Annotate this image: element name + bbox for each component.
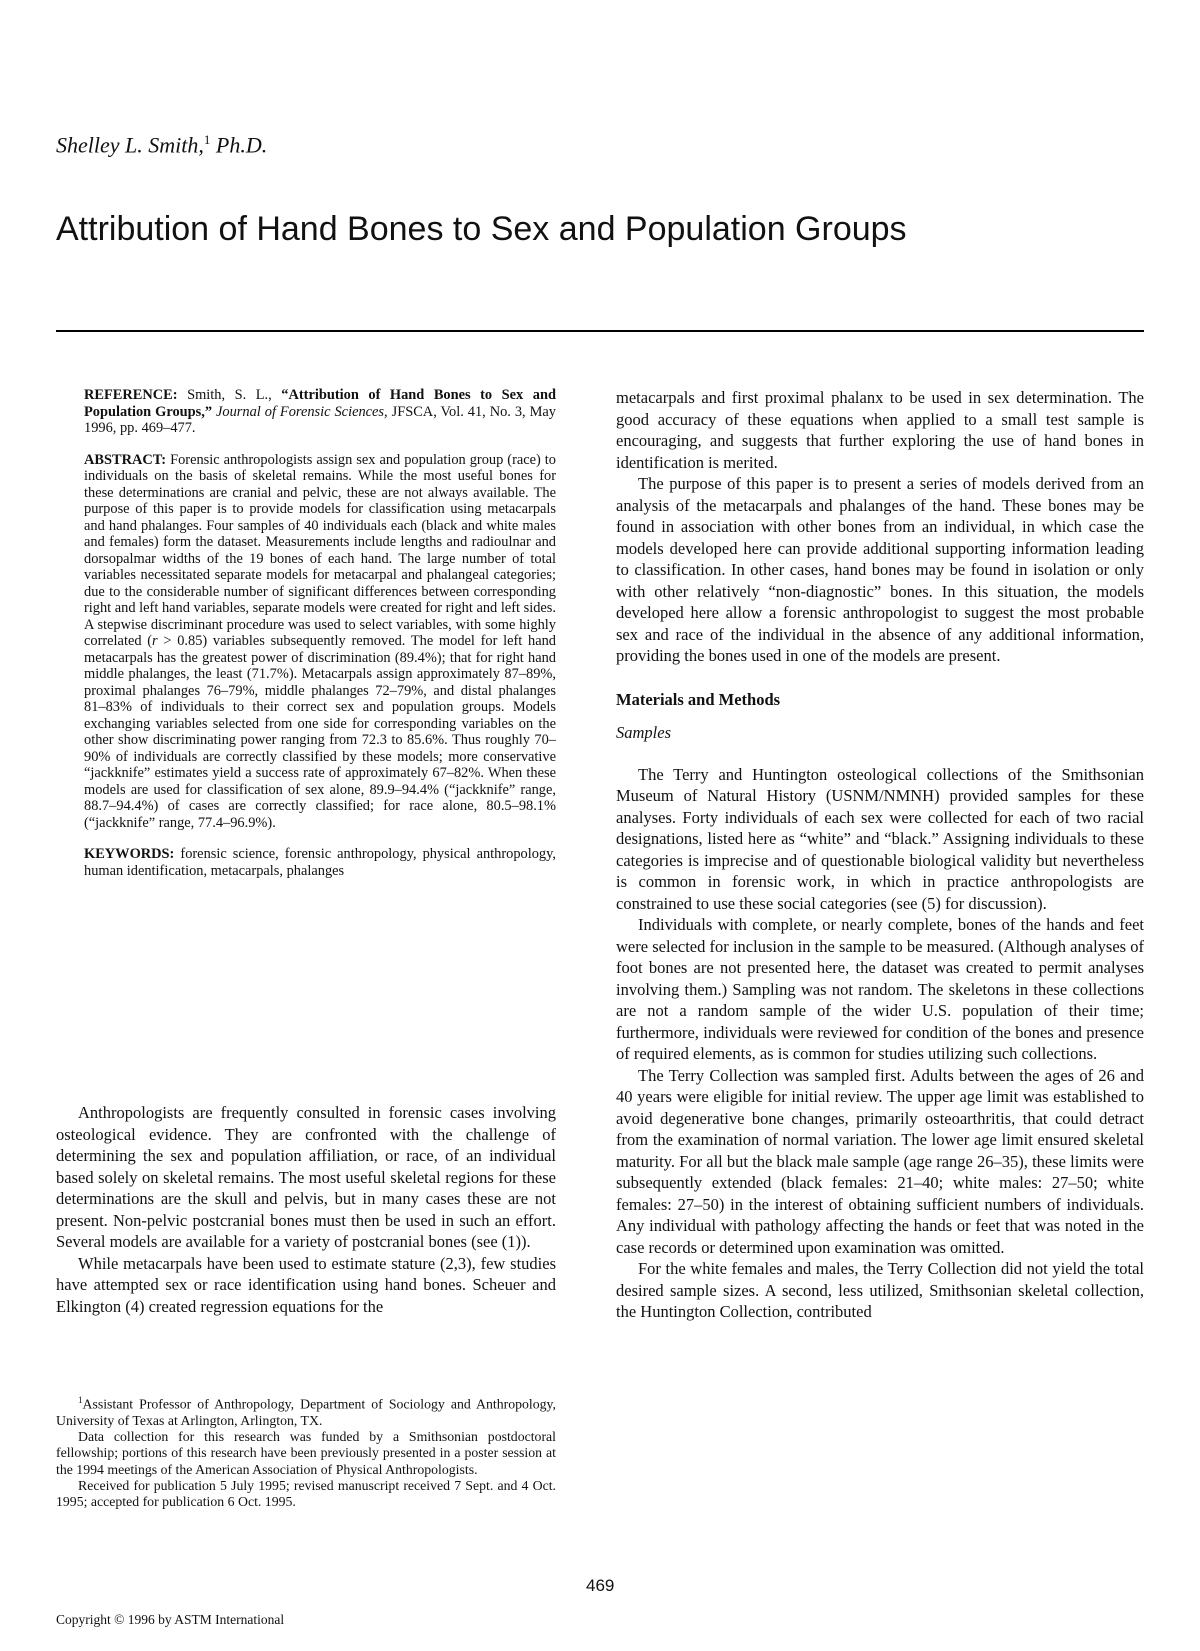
keywords-text: forensic science, forensic anthropology, physical anthropology, human identification, metacarpals, phalanges xyxy=(84,846,556,879)
title-divider xyxy=(56,330,1144,332)
right-column-body xyxy=(616,387,1144,1323)
author-line xyxy=(56,132,267,158)
body-paragraph: Anthropologists are frequently consulted in forensic cases involving osteological evidence. They are confronted with the challenge of determining the sex and population affiliation, or race, of an individual based solely on skeletal remains. The most useful skeletal regions for these determinations are the skull and pelvis, but in many cases these are not present. Non-pelvic postcranial bones must then be used in such an effort. Several models are available for a variety of postcranial bones (see (1)). xyxy=(56,1103,556,1251)
footnote-funding: Data collection for this research was funded by a Smithsonian postdoctoral fellowship; portions of this research have been previously presented in a poster session at the 1994 meetings of the American Association of Physical Anthropologists. xyxy=(56,1429,556,1477)
section-heading: Materials and Methods xyxy=(616,689,781,709)
abstract-r-symbol: r xyxy=(152,633,158,649)
page-number: 469 xyxy=(586,1576,615,1595)
left-column-body xyxy=(56,1102,556,1317)
body-paragraph: While metacarpals have been used to estimate stature (2,3), few studies have attempted sex or race identification using hand bones. Scheuer and Elkington (4) created regression equations for the xyxy=(56,1253,556,1316)
author-footnote-marker: 1 xyxy=(203,132,211,147)
keywords-label: KEYWORDS: xyxy=(84,846,175,862)
footnote-received: Received for publication 5 July 1995; revised manuscript received 7 Sept. and 4 Oct. 1995; accepted for publication 6 Oct. 1995. xyxy=(56,1478,556,1510)
body-paragraph: The Terry Collection was sampled first. Adults between the ages of 26 and 40 years were eligible for initial review. The upper age limit was established to avoid degenerative bone changes, primarily osteoarthritis, that could detract from the examination of normal variation. The lower age limit ensured skeletal maturity. For all but the black male sample (age range 26–35), these limits were subsequently extended (black females: 21–40; white males: 27–50; white females: 27–50) in the interest of obtaining sufficient numbers of individuals. Any individual with pathology affecting the hands or feet that was noted in the case records or determined upon examination was omitted. xyxy=(616,1065,1144,1257)
paper-title: Attribution of Hand Bones to Sex and Population Groups xyxy=(56,210,907,248)
body-paragraph: Individuals with complete, or nearly complete, bones of the hands and feet were selected for inclusion in the sample to be measured. (Although analyses of foot bones are not presented here, the dataset was created to permit analyses involving them.) Sampling was not random. The skeletons in these collections are not a random sample of the wider U.S. population of their time; furthermore, individuals were reviewed for condition of the bones and presence of required elements, as is common for studies utilizing such collections. xyxy=(616,915,1144,1063)
abstract-block xyxy=(84,452,556,832)
footnote-affiliation-text: Assistant Professor of Anthropology, Department of Sociology and Anthropology, University of Texas at Arlington, Arlington, TX. xyxy=(56,1396,556,1428)
abstract-label: ABSTRACT: xyxy=(84,451,167,468)
body-paragraph: The purpose of this paper is to present a series of models derived from an analysis of the metacarpals and phalanges of the hand. These bones may be found in association with other bones from an individual, in which case the models developed here can provide additional supporting information leading to classification. In other cases, hand bones may be found in isolation or only with other relatively “non-diagnostic” bones. In this situation, the models developed here allow a forensic anthropologist to suggest the most probable sex and race of the individual in the absence of any additional information, providing the bones used in one of the models are present. xyxy=(616,474,1144,665)
body-paragraph: The Terry and Huntington osteological collections of the Smithsonian Museum of Natural History (USNM/NMNH) provided samples for these analyses. Forty individuals of each sex were collected for each of two racial designations, listed here as “white” and “black.” Assigning individuals to these categories is imprecise and of questionable biological validity but nevertheless is common in forensic work, in which in practice anthropologists are constrained to use these social categories (see (5) for discussion). xyxy=(616,764,1144,913)
reference-block xyxy=(84,387,556,437)
body-paragraph: metacarpals and first proximal phalanx to be used in sex determination. The good accuracy of these equations when applied to a small test sample is encouraging, and suggests that further exploring the use of hand bones in identification is merited. xyxy=(616,388,1144,472)
copyright-notice: Copyright © 1996 by ASTM International xyxy=(56,1612,285,1627)
reference-label: REFERENCE: xyxy=(84,387,178,403)
author-name: Shelley L. Smith, xyxy=(56,132,204,158)
reference-journal: Journal of Forensic Sciences, xyxy=(216,403,388,420)
author-degree: Ph.D. xyxy=(215,132,268,158)
keywords-block xyxy=(84,846,556,879)
reference-authors: Smith, S. L., xyxy=(187,387,272,403)
abstract-text-2: > 0.85) variables subsequently removed. The model for left hand metacarpals has the greatest power of discrimination (89.4%); that for right hand middle phalanges, the least (71.7%). Metacarpals assign approximately 87–89%, proximal phalanges 76–79%, middle phalanges 72–79%, and distal phalanges 81–83% of individuals to their correct sex and population groups. Models exchanging variables selected from one side for corresponding variables on the other show discriminating power ranging from 72.3 to 85.6%. Thus roughly 70–90% of individuals are correctly classified by these models; more conservative “jackknife” estimates yield a success rate of approximately 67–82%. When these models are used for classification of sex alone, 89.9–94.4% (“jackknife” range, 88.7–94.4%) of cases are correctly classified; for race alone, 80.5–98.1% (“jackknife” range, 77.4–96.9%). xyxy=(84,633,556,831)
footnote-marker: 1 xyxy=(78,1395,83,1405)
footnote-affiliation xyxy=(56,1392,556,1429)
reference-article-title: “Attribution of Hand Bones to Sex and Population Groups,” xyxy=(84,387,556,420)
reference-details: JFSCA, Vol. 41, No. 3, May 1996, pp. 469–477. xyxy=(84,403,556,436)
front-matter xyxy=(84,387,556,894)
subsection-heading: Samples xyxy=(616,723,671,742)
abstract-text-1: Forensic anthropologists assign sex and population group (race) to individuals on the basis of skeletal remains. While the most useful bones for these determinations are cranial and pelvic, these are not always available. The purpose of this paper is to provide models for classification using metacarpals and hand phalanges. Four samples of 40 individuals each (black and white males and females) form the dataset. Measurements include lengths and radioulnar and dorsopalmar widths of the 19 bones of each hand. The large number of total variables necessitated separate models for metacarpal and phalangeal categories; due to the considerable number of significant differences between corresponding right and left hand variables, separate models were created for right and left sides. A stepwise discriminant procedure was used to select variables, with some highly correlated ( xyxy=(84,451,556,649)
body-paragraph: For the white females and males, the Terry Collection did not yield the total desired sample sizes. A second, less utilized, Smithsonian skeletal collection, the Huntington Collection, contributed xyxy=(616,1259,1144,1321)
footnotes xyxy=(56,1392,556,1511)
